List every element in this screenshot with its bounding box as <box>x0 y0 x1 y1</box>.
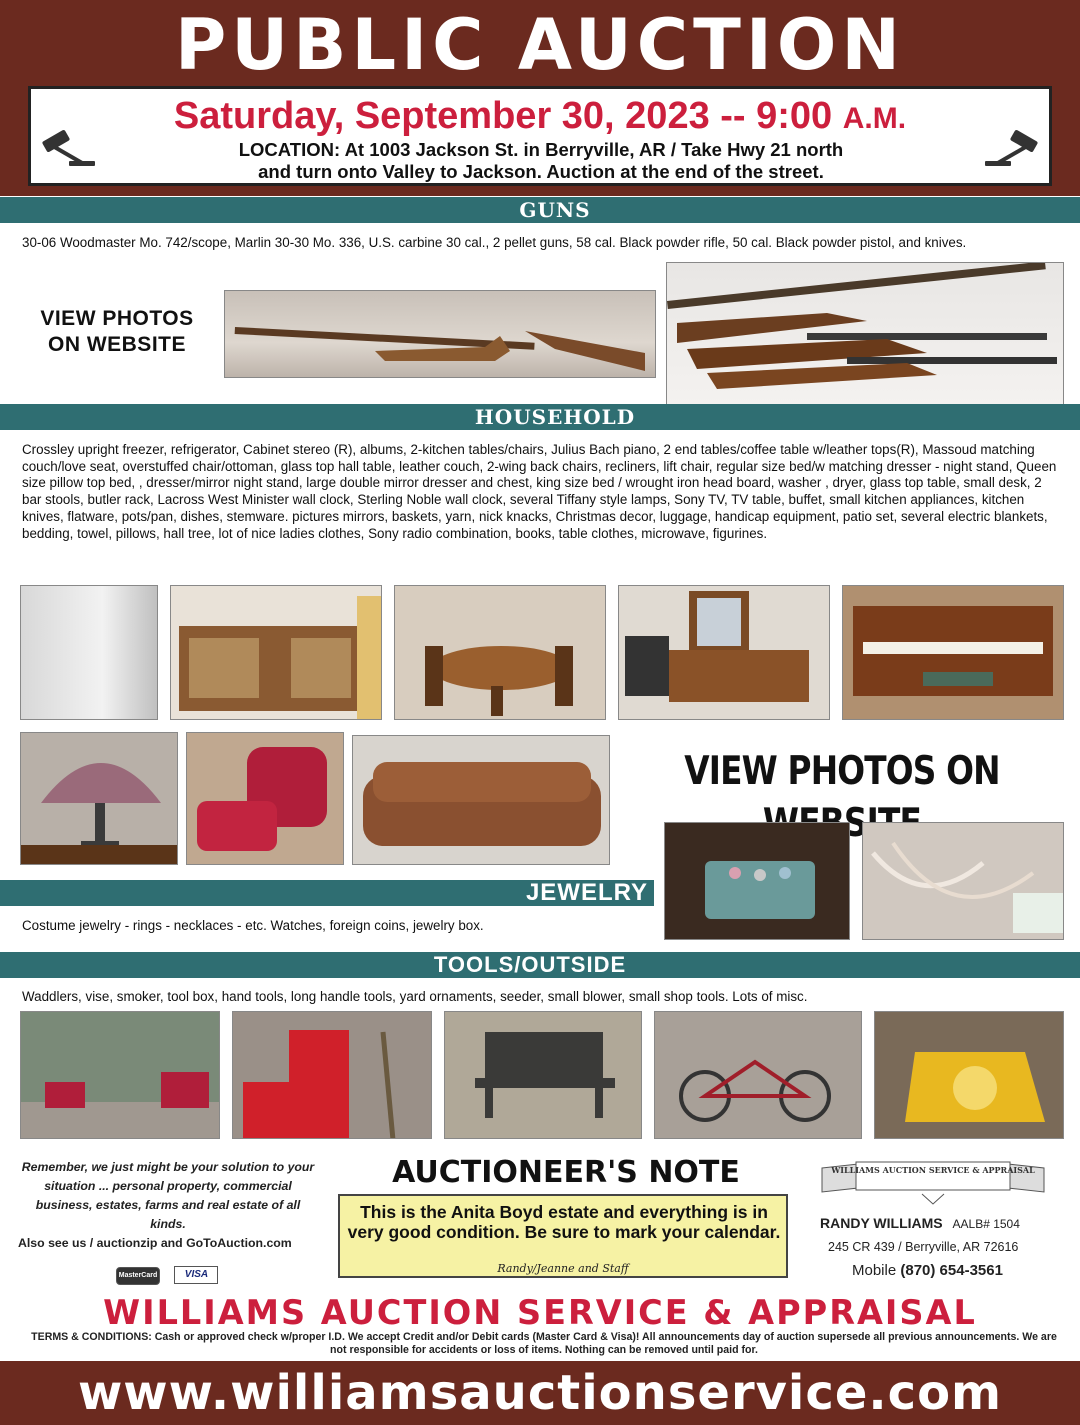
tools-photo-bike <box>654 1011 862 1139</box>
date-text: Saturday, September 30, 2023 -- 9:00 <box>173 95 833 137</box>
blower-illustration <box>875 1012 1064 1139</box>
auctioneer-note-title: AUCTIONEER'S NOTE <box>392 1155 740 1190</box>
necklaces-illustration <box>863 823 1064 940</box>
company-logo <box>818 1158 1048 1206</box>
tool-chest-illustration <box>233 1012 432 1139</box>
patio-chairs-illustration <box>21 1012 220 1139</box>
household-description: Crossley upright freezer, refrigerator, Cabinet stereo (R), albums, 2-kitchen tables/chairs, Julius Bach piano, 2 end tables/coffee table w/leather tops(R), Massoud matching couch/love seat, overstuffed chair/ottoman, glass top hall table, leather couch, 2-wing back chairs, recliners, lift chair, regular size bed/w matching dresser - night stand, Queen size pillow top bed, , dresser/mirror night stand, large double mirror dresser and chest, king size bed / wrought iron head board, washer , dryer, glass top table, small desk, 2 bar stools, butler rack, Lacross West Minister wall clock, Sterling Noble wall clock, several Tiffany style lamps, Sony TV, TV table, buffet, small kitchen appliances, kitchen knives, flatware, pots/pan, dishes, stemware. pictures mirrors, baskets, yarn, nick knacks, Christmas decor, luggage, handicap equipment, patio set, several electric blankets, bedding, towel, pillows, hall tree, lot of nice ladies clothes, Sony radio combination, books, table clothes, microwave, figurines. <box>22 442 1057 541</box>
footer-band <box>0 1361 1080 1425</box>
rifles-illustration <box>667 263 1064 408</box>
auctioneer-license: AALB# 1504 <box>952 1217 1020 1231</box>
household-photo-chair <box>186 732 344 865</box>
guns-description: 30-06 Woodmaster Mo. 742/scope, Marlin 30-30 Mo. 336, U.S. carbine 30 cal., 2 pellet guns, 58 cal. Black powder rifle, 50 cal. Black powder pistol, and knives. <box>22 235 967 250</box>
auctioneer-address: 245 CR 439 / Berryville, AR 72616 <box>828 1240 1019 1254</box>
auctioneer-name <box>820 1215 1060 1231</box>
view-photos-label: VIEW PHOTOS ON WEBSITE <box>40 307 194 356</box>
view-photos-website-label: VIEW PHOTOS ON <box>684 749 1000 794</box>
date-ampm: A.M. <box>842 102 907 135</box>
bicycle-illustration <box>655 1012 862 1139</box>
chair-ottoman-illustration <box>187 733 344 865</box>
household-photo-freezer <box>20 585 158 720</box>
also-see-text: Also see us / auctionzip and GoToAuction.com <box>18 1236 292 1250</box>
jewelry-description: Costume jewelry - rings - necklaces - etc. Watches, foreign coins, jewelry box. <box>22 918 484 933</box>
remember-text: Remember, we just might be your solution to your situation ... personal property, commercial business, estates, farms and real estate of all kinds. <box>21 1160 315 1231</box>
tools-photo-blower <box>874 1011 1064 1139</box>
guns-section-title: GUNS <box>519 198 591 222</box>
household-photo-lamp <box>20 732 178 865</box>
auctioneer-note-box <box>338 1194 788 1278</box>
logo-text: WILLIAMS AUCTION SERVICE & APPRAISAL <box>831 1165 1035 1175</box>
terms-conditions: TERMS & CONDITIONS: Cash or approved check w/proper I.D. We accept Credit and/or Debit cards (Master Card & Visa)! All announcements day of auction supersede all previous announcements. We are not responsible for accidents or loss of items. Nothing can be removed until paid for. <box>31 1331 1057 1356</box>
auction-date <box>31 93 1049 142</box>
company-name: WILLIAMS AUCTION SERVICE & APPRAISAL <box>103 1293 977 1332</box>
mobile-number: (870) 654-3561 <box>900 1262 1003 1279</box>
visa-icon: VISA <box>174 1266 218 1284</box>
dining-table-illustration <box>395 586 606 720</box>
household-photo-piano <box>842 585 1064 720</box>
stereo-illustration <box>171 586 382 720</box>
jewelry-photo-necklaces <box>862 822 1064 940</box>
jewelry-photo-box <box>664 822 850 940</box>
auctioneer-name-text: RANDY WILLIAMS <box>820 1215 943 1231</box>
tools-description: Waddlers, vise, smoker, tool box, hand tools, long handle tools, yard ornaments, seeder, small blower, small shop tools. Lots of misc. <box>22 989 808 1004</box>
tools-photo-toolbox <box>232 1011 432 1139</box>
household-photo-dresser <box>618 585 830 720</box>
location-line-2: and turn onto Valley to Jackson. Auction at the end of the street. <box>258 161 824 182</box>
household-photo-stereo <box>170 585 382 720</box>
jewelry-section-title: JEWELRY <box>525 879 649 906</box>
location-text <box>141 139 941 183</box>
gavel-icon <box>981 129 1041 169</box>
date-location-box <box>28 86 1052 186</box>
household-photo-table <box>394 585 606 720</box>
mastercard-icon: MasterCard <box>116 1267 160 1285</box>
tools-photo-patio <box>20 1011 220 1139</box>
tools-section-title: TOOLS/OUTSIDE <box>433 952 627 977</box>
household-section-title: HOUSEHOLD <box>474 405 636 429</box>
payment-cards <box>116 1264 228 1285</box>
tiffany-lamp-illustration <box>21 733 178 865</box>
rifle-illustration <box>225 291 656 378</box>
household-photo-couch <box>352 735 610 865</box>
leather-couch-illustration <box>353 736 610 865</box>
bench-illustration <box>445 1012 642 1139</box>
mobile-label: Mobile <box>852 1262 897 1279</box>
guns-photo-1 <box>224 290 656 378</box>
guns-photo-2 <box>666 262 1064 408</box>
dresser-illustration <box>619 586 830 720</box>
auctioneer-note-text: This is the Anita Boyd estate and everything is in very good condition. Be sure to mark your calendar. <box>347 1202 781 1242</box>
auctioneer-phone <box>852 1262 1052 1279</box>
header-band <box>0 0 1080 196</box>
tools-photo-bench <box>444 1011 642 1139</box>
auctioneer-note-signature: Randy/Jeanne and Staff <box>497 1262 629 1275</box>
website-link[interactable]: www.williamsauctionservice.com <box>77 1365 1003 1421</box>
page-title: PUBLIC AUCTION <box>174 4 905 86</box>
location-line-1: LOCATION: At 1003 Jackson St. in Berryville, AR / Take Hwy 21 north <box>238 139 844 160</box>
piano-illustration <box>843 586 1064 720</box>
jewelry-box-illustration <box>665 823 850 940</box>
